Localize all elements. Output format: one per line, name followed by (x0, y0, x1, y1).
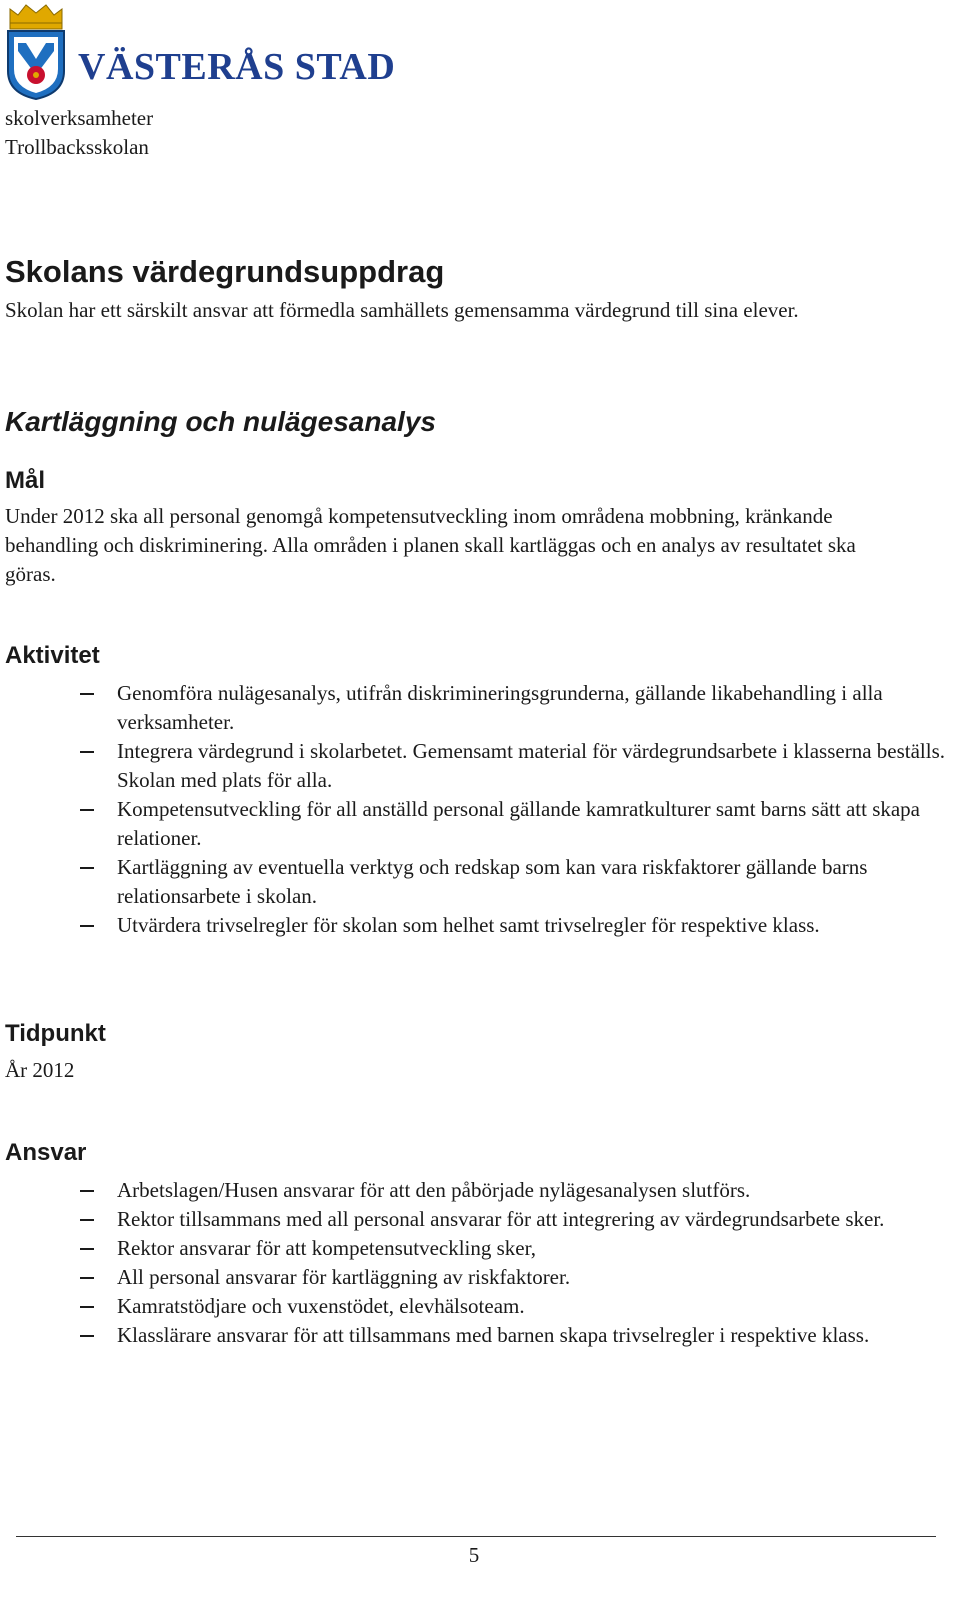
logo (4, 2, 396, 102)
dash-bullet (80, 1335, 94, 1337)
goal-paragraph: Under 2012 ska all personal genomgå kompetensutveckling inom områdena mobbning, kränkande behandling och diskriminering. Alla områden i planen skall kartläggas och en analys av resultatet ska göras. (5, 504, 856, 586)
time-heading: Tidpunkt (5, 1020, 106, 1047)
footer-divider (16, 1536, 936, 1537)
goal-heading: Mål (5, 467, 46, 494)
list-item: Integrera värdegrund i skolarbetet. Gemensamt material för värdegrundsarbete i klasserna beställs. Skolan med plats för alla. (0, 737, 945, 795)
list-item: Klasslärare ansvarar för att tillsammans med barnen skapa trivselregler i respektive klass. (0, 1321, 945, 1350)
page-title: Skolans värdegrundsuppdrag (5, 254, 445, 289)
dash-bullet (80, 693, 94, 695)
responsibility-list (0, 1176, 945, 1350)
list-item: All personal ansvarar för kartläggning av riskfaktorer. (0, 1263, 945, 1292)
dash-bullet (80, 1277, 94, 1279)
vasteras-crest-icon (4, 3, 68, 101)
list-item: Rektor ansvarar för att kompetensutveckling sker, (0, 1234, 945, 1263)
dash-bullet (80, 809, 94, 811)
dash-bullet (80, 751, 94, 753)
responsibility-heading: Ansvar (5, 1139, 87, 1166)
intro-paragraph: Skolan har ett särskilt ansvar att förmedla samhällets gemensamma värdegrund till sina elever. (5, 298, 799, 322)
list-item: Utvärdera trivselregler för skolan som helhet samt trivselregler för respektive klass. (0, 911, 945, 940)
activity-list (0, 679, 945, 940)
list-item: Kamratstödjare och vuxenstödet, elevhälsoteam. (0, 1292, 945, 1321)
list-item: Kompetensutveckling för all anställd personal gällande kamratkulturer samt barns sätt att skapa relationer. (0, 795, 945, 853)
activity-heading: Aktivitet (5, 642, 100, 669)
dash-bullet (80, 1219, 94, 1221)
org-department: skolverksamheter (5, 106, 154, 130)
org-school: Trollbacksskolan (5, 135, 149, 159)
page-number: 5 (468, 1543, 480, 1567)
list-item: Arbetslagen/Husen ansvarar för att den påbörjade nylägesanalysen slutförs. (0, 1176, 945, 1205)
section-title: Kartläggning och nulägesanalys (5, 406, 436, 437)
dash-bullet (80, 1306, 94, 1308)
dash-bullet (80, 1248, 94, 1250)
dash-bullet (80, 925, 94, 927)
dash-bullet (80, 1190, 94, 1192)
time-value: År 2012 (5, 1058, 75, 1082)
list-item: Kartläggning av eventuella verktyg och redskap som kan vara riskfaktorer gällande barns relationsarbete i skolan. (0, 853, 945, 911)
logo-text: VÄSTERÅS STAD (78, 46, 396, 88)
org-info (5, 104, 153, 162)
list-item: Rektor tillsammans med all personal ansvarar för att integrering av värdegrundsarbete sker. (0, 1205, 945, 1234)
list-item: Genomföra nulägesanalys, utifrån diskrimineringsgrunderna, gällande likabehandling i alla verksamheter. (0, 679, 945, 737)
dash-bullet (80, 867, 94, 869)
